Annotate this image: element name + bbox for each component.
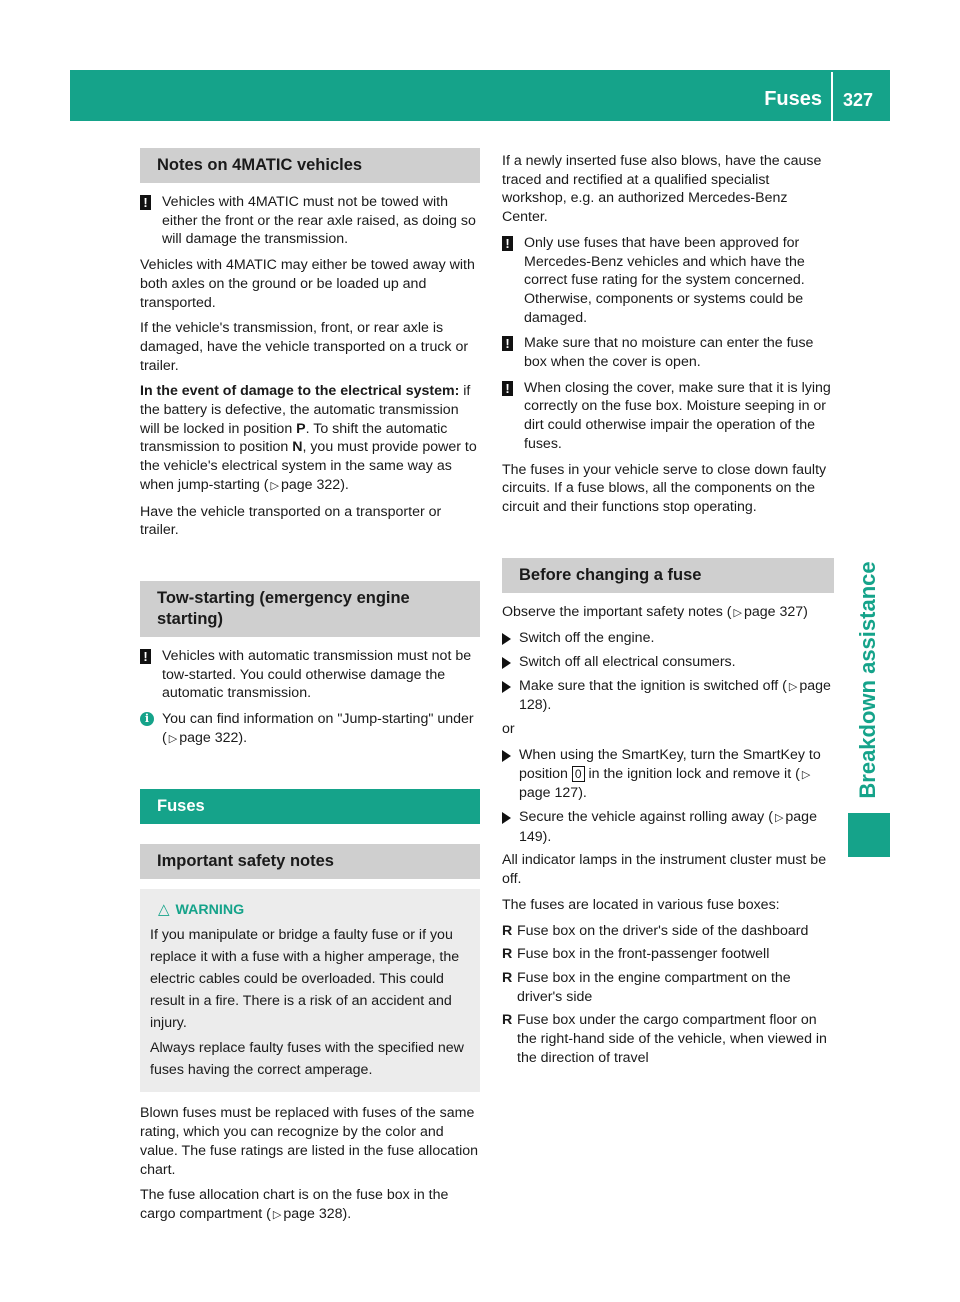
- paragraph: The fuses are located in various fuse boxes:: [502, 896, 780, 913]
- page-ref-arrow-icon: ▷: [168, 732, 178, 745]
- page-ref-arrow-icon: ▷: [270, 479, 279, 492]
- step-arrow-icon: [502, 681, 511, 693]
- step-arrow-icon: [502, 657, 511, 669]
- note-text: Vehicles with 4MATIC must not be towed with either the front or the rear axle raised, as doing so will damage the transmission.: [162, 194, 476, 248]
- text: ).: [238, 729, 248, 746]
- heading-before-changing: Before changing a fuse: [502, 558, 834, 593]
- text: ).: [340, 476, 349, 493]
- text: . To shift the automatic transmission to position: [140, 420, 448, 456]
- gear-position: N: [292, 439, 303, 456]
- exclamation-icon: !: [502, 236, 513, 251]
- paragraph: Have the vehicle transported on a transporter or trailer.: [140, 503, 442, 539]
- paragraph: [140, 1186, 480, 1224]
- step-arrow-icon: [502, 633, 511, 645]
- caution-note: [502, 379, 834, 454]
- heading-safety-notes: Important safety notes: [140, 844, 480, 879]
- paragraph-electrical-damage: [140, 382, 480, 495]
- step-item: [502, 746, 834, 803]
- text: in the ignition lock and remove it (: [584, 765, 800, 782]
- exclamation-icon: !: [140, 195, 151, 210]
- note-text: Vehicles with automatic transmission must not be tow-started. You could otherwise damage the automatic transmission.: [162, 647, 472, 702]
- paragraph: The fuses in your vehicle serve to close down faulty circuits. If a fuse blows, all the components on the circuit and their functions stop operating.: [502, 461, 827, 515]
- page-ref-arrow-icon: ▷: [733, 606, 742, 619]
- text: Fuse box on the driver's side of the dashboard: [517, 922, 809, 939]
- page-reference[interactable]: page 322: [281, 476, 341, 493]
- text: ): [803, 603, 808, 620]
- heading-4matic: Notes on 4MATIC vehicles: [140, 148, 480, 183]
- page-ref-arrow-icon: ▷: [272, 1208, 282, 1221]
- step-item: [502, 808, 834, 846]
- text: WARNING: [175, 902, 245, 919]
- text: , you must provide power to the vehicle's electrical system in the same way as when jump-starting (: [140, 439, 477, 493]
- bullet-mark: R: [502, 969, 513, 986]
- exclamation-icon: !: [502, 381, 513, 396]
- text: The fuse allocation chart is on the fuse box in the cargo compartment (: [140, 1187, 449, 1222]
- bullet-mark: R: [502, 1012, 513, 1029]
- text: Secure the vehicle against rolling away (: [519, 808, 773, 825]
- note-text: When closing the cover, make sure that it is lying correctly on the fuse box. Moisture seeping in or dirt could otherwise impair the operation of the fuses.: [524, 379, 831, 452]
- text: Fuse box in the front-passenger footwell: [517, 946, 770, 963]
- caution-note: [140, 193, 480, 249]
- info-note: [140, 710, 480, 748]
- text: ).: [542, 828, 552, 845]
- text: if the battery is defective, the automatic transmission will be locked in position: [140, 383, 471, 437]
- warning-triangle-icon: △: [158, 901, 170, 919]
- warning-text: Always replace faulty fuses with the specified new fuses having the correct amperage.: [150, 1040, 464, 1079]
- page-reference[interactable]: page 322: [179, 729, 239, 746]
- page-reference[interactable]: page 127: [519, 785, 579, 802]
- list-item: [502, 945, 834, 964]
- bullet-mark: R: [502, 946, 513, 963]
- text: Fuse box in the engine compartment on the driver's side: [517, 969, 791, 1005]
- page-reference[interactable]: page 128: [519, 677, 831, 714]
- paragraph: [502, 603, 834, 623]
- text: ).: [542, 697, 552, 714]
- text: Switch off the engine.: [519, 630, 655, 647]
- warning-title: [158, 899, 470, 921]
- text: Fuse box under the cargo compartment floor on the right-hand side of the vehicle, when viewed in the direction of travel: [517, 1012, 827, 1066]
- page-number: 327: [843, 90, 874, 110]
- paragraph: If a newly inserted fuse also blows, have the cause traced and rectified at a qualified specialist workshop, e.g. an authorized Mercedes-Benz Center.: [502, 153, 822, 226]
- heading-fuses: Fuses: [140, 789, 480, 824]
- page-ref-arrow-icon: ▷: [788, 680, 798, 693]
- side-tab-label: Breakdown assistance: [855, 561, 880, 799]
- warning-box: [140, 889, 480, 1092]
- paragraph: Blown fuses must be replaced with fuses of the same rating, which you can recognize by the color and value. The fuse ratings are listed in the fuse allocation chart.: [140, 1105, 479, 1178]
- left-column: [140, 148, 480, 1232]
- text: Switch off all electrical consumers.: [519, 654, 736, 671]
- paragraph: Vehicles with 4MATIC may either be towed away with both axles on the ground or be loaded up and transported.: [140, 257, 475, 311]
- caution-note: [140, 647, 480, 703]
- page-reference[interactable]: page 327: [743, 603, 804, 620]
- list-item: [502, 969, 834, 1006]
- step-item: [502, 653, 834, 672]
- list-item: [502, 1011, 834, 1067]
- bullet-mark: R: [502, 922, 513, 939]
- page-ref-arrow-icon: ▷: [774, 811, 784, 824]
- key-position-symbol: 0: [572, 766, 585, 782]
- info-icon: i: [140, 712, 154, 726]
- exclamation-icon: !: [502, 336, 513, 351]
- page-ref-arrow-icon: ▷: [801, 768, 811, 781]
- warning-text: If you manipulate or bridge a faulty fuse or if you replace it with a fuse with a higher amperage, the electric cables could be overloaded. This could result in a fire. There is a risk of an accident and injury.: [150, 927, 460, 1032]
- text: Make sure that the ignition is switched off (: [519, 677, 787, 694]
- text: Observe the important safety notes (: [502, 603, 732, 620]
- caution-note: [502, 334, 834, 371]
- step-arrow-icon: [502, 750, 511, 762]
- bold-lead: In the event of damage to the electrical system:: [140, 383, 460, 400]
- note-text: Only use fuses that have been approved for Mercedes-Benz vehicles and which have the correct fuse rating for the system concerned. Otherwise, components or systems could be damaged.: [524, 234, 805, 326]
- paragraph: All indicator lamps in the instrument cluster must be off.: [502, 852, 827, 888]
- step-arrow-icon: [502, 812, 511, 824]
- caution-note: [502, 234, 834, 328]
- header-section-title: Fuses: [764, 88, 822, 110]
- gear-position: P: [296, 420, 306, 437]
- note-text: Make sure that no moisture can enter the fuse box when the cover is open.: [524, 335, 814, 371]
- right-column: [502, 152, 834, 1072]
- text: ).: [578, 785, 587, 802]
- text: ).: [342, 1205, 352, 1222]
- heading-tow-starting: Tow-starting (emergency engine starting): [140, 581, 480, 637]
- paragraph: If the vehicle's transmission, front, or rear axle is damaged, have the vehicle transported on a truck or trailer.: [140, 320, 469, 374]
- page-reference[interactable]: page 149: [519, 808, 817, 845]
- header-separator: [831, 72, 833, 121]
- step-item: [502, 677, 834, 715]
- list-item: [502, 922, 834, 941]
- side-tab-marker: [848, 813, 890, 857]
- step-item: [502, 629, 834, 648]
- or-text: or: [502, 721, 515, 738]
- page-reference[interactable]: page 328: [283, 1205, 343, 1222]
- text: When using the SmartKey, turn the SmartKey to position: [519, 746, 821, 782]
- exclamation-icon: !: [140, 649, 151, 664]
- note-text: You can find information on "Jump-starting" under (: [162, 711, 474, 746]
